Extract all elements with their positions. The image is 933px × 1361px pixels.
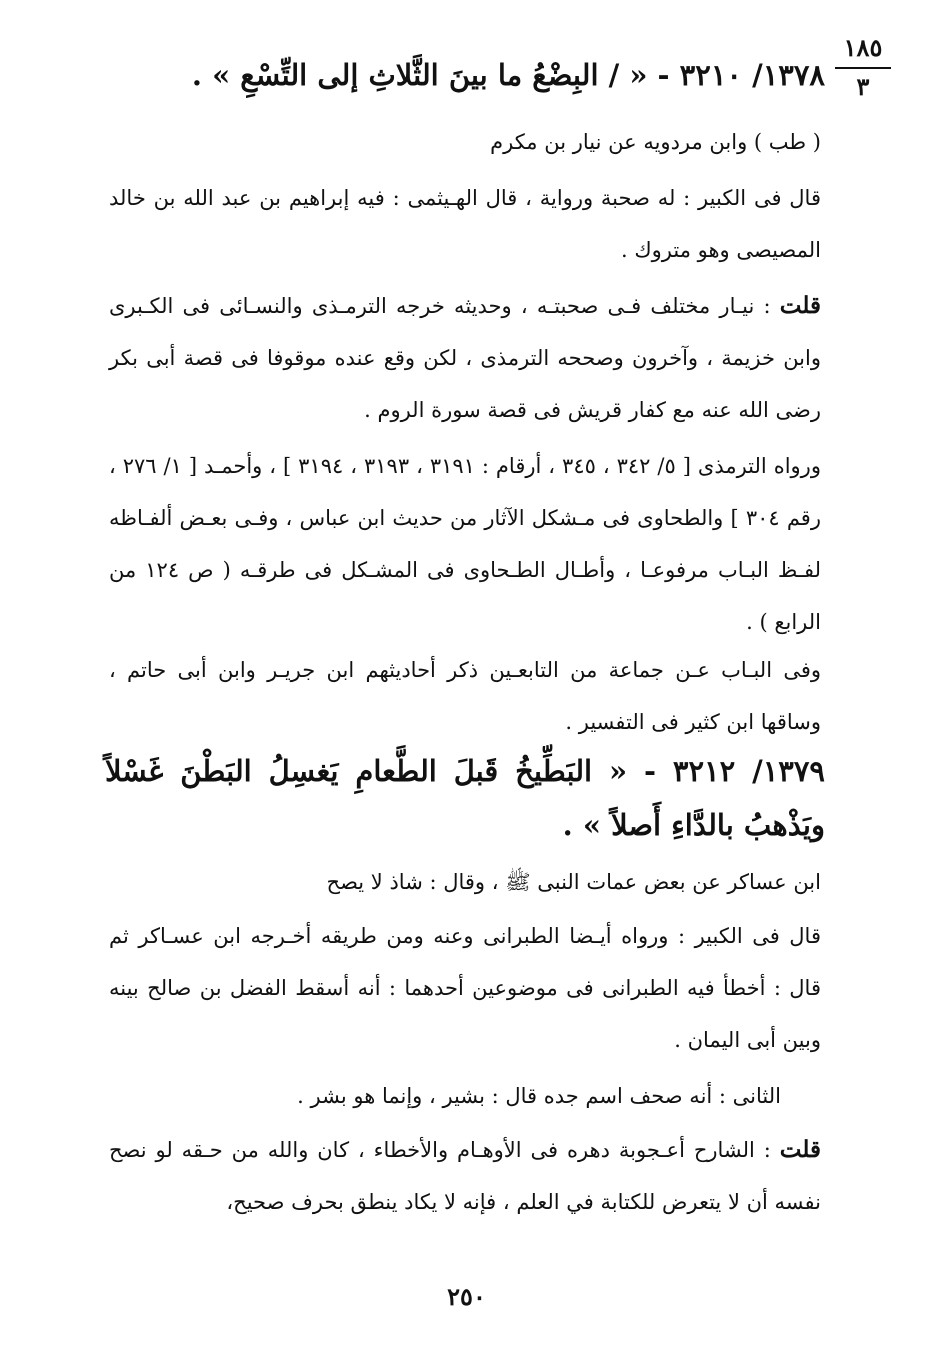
note-lead-word: قلت (779, 1136, 821, 1163)
margin-reference-top: ١٨٥ (843, 33, 883, 62)
margin-reference-divider (835, 67, 891, 69)
references-paragraph: ورواه الترمذى [ ٥/ ٣٤٢ ، ٣٤٥ ، أرقام : ٣١٩١ ، ٣١٩٣ ، ٣١٩٤ ] ، وأحمـد [ ١/ ٢٧٦ ، رقم ٣٠٤ ] والطحاوى فى مـشكل الآثار من حديث ابن عباس ، وفـى بعـض ألفـاظه لفـظ البـاب مرفوعـا ، وأطـال الطـحاوى فى المشـكل فى طرقـه ( ص ١٢٤ من الرابع ) . (109, 454, 821, 634)
chapter-paragraph: وفى البـاب عـن جماعة من التابعـين ذكر أحاديثهم ابن جريـر وابن أبى حاتم ، وساقها ابن كثير فى التفسير . (109, 658, 821, 734)
author-note-paragraph (109, 280, 821, 436)
hadith-text: البَطِّيخُ قَبلَ الطَّعامِ يَغسِلُ البَطْنَ غَسْلاً ويَذْهبُ بالدَّاءِ أَصلاً » . (105, 754, 825, 842)
hadith-text: / البِضْعُ ما بينَ الثَّلاثِ إلى التِّسْعِ » . (191, 58, 630, 92)
margin-reference (831, 33, 895, 101)
indented-line: الثانى : أنه صحف اسم جده قال : بشير ، وإنما هو بشر . (297, 1084, 781, 1108)
commentary-paragraph: قال فى الكبير : له صحبة ورواية ، قال الهـيثمى : فيه إبراهيم بن عبد الله بن خالد المصيصى وهو متروك . (109, 186, 821, 262)
margin-reference-bottom: ٣ (856, 72, 870, 101)
note-text: : الشارح أعـجوبة دهره فى الأوهـام والأخطاء ، كان والله من حـقه لو نصح نفسه أن لا يتعرض للكتابة في العلم ، فإنه لا يكاد ينطق بحرف صحيح، (109, 1138, 821, 1214)
hadith-number: ١٣٧٩/ ٣٢١٢ - « (608, 754, 825, 788)
note-text: : نيـار مختلف فـى صحبتـه ، وحديثه خرجه الترمـذى والنسـائى فى الكـبرى وابن خزيمة ، وآخرون وصححه الترمذى ، لكن وقع عنده موقوفا فى قصة أبى بكر رضى الله عنه مع كفار قريش فى قصة سورة الروم . (109, 294, 821, 422)
hadith-heading-1378 (105, 48, 825, 102)
author-note-paragraph (109, 1124, 821, 1228)
commentary-paragraph (109, 1070, 821, 1122)
page-number: ٢٥٠ (447, 1282, 486, 1311)
commentary-paragraph: قال فى الكبير : ورواه أيـضا الطبرانى وعنه ومن طريقه أخـرجه ابن عسـاكر ثم قال : أخطأ فيه الطبرانى فى موضوعين أحدهما : أنه أسقط الفضل بن صالح بينه وبين أبى اليمان . (109, 924, 821, 1052)
note-lead-word: قلت (779, 292, 821, 319)
source-line: ابن عساكر عن بعض عمات النبى ﷺ ، وقال : شاذ لا يصح (326, 870, 821, 894)
hadith-number: ١٣٧٨/ ٣٢١٠ - « (629, 58, 825, 92)
hadith-heading-1379 (105, 744, 825, 852)
source-line: ( طب ) وابن مردويه عن نيار بن مكرم (490, 130, 821, 154)
